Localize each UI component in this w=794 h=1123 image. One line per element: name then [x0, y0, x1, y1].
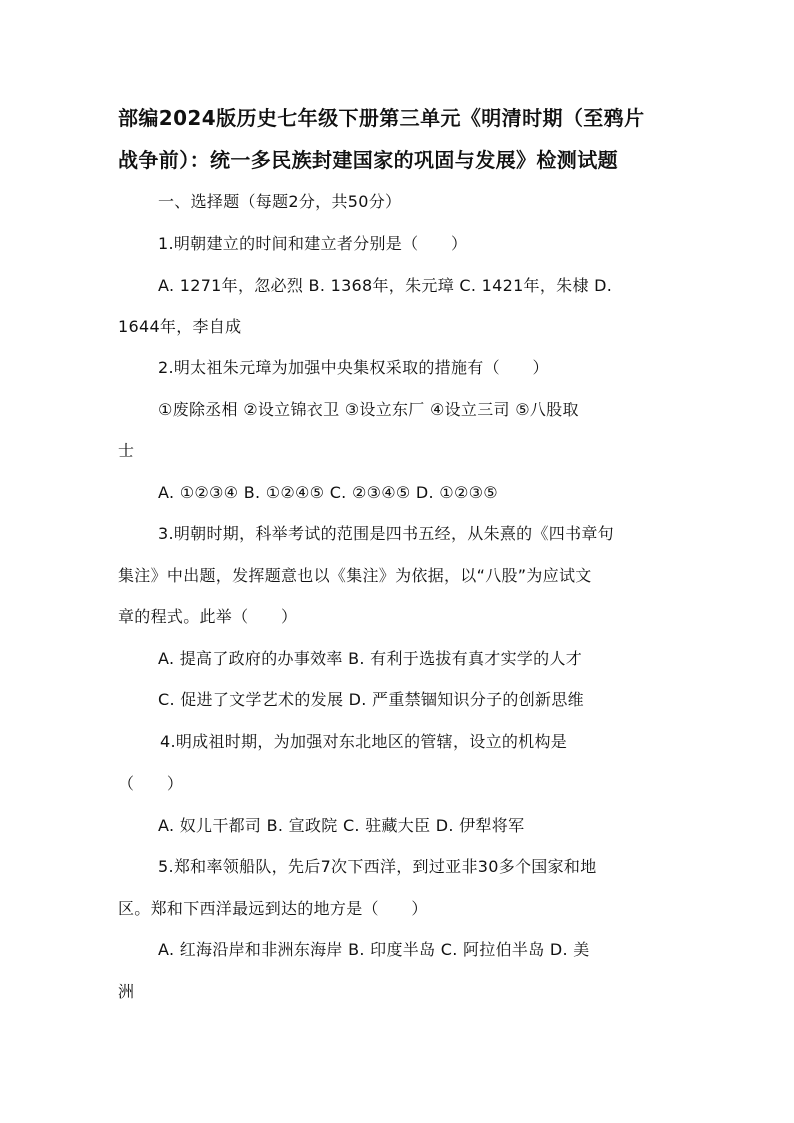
question-4-options: A. 奴儿干都司 B. 宣政院 C. 驻藏大臣 D. 伊犁将军 [158, 816, 525, 835]
document-title-line-1: 部编2024版历史七年级下册第三单元《明清时期（至鸦片 [118, 106, 645, 130]
question-2-items: ①废除丞相 ②设立锦衣卫 ③设立东厂 ④设立三司 ⑤八股取 [158, 400, 579, 419]
question-5-options-cont: 洲 [118, 982, 135, 1001]
section-heading: 一、选择题（每题2分，共50分） [158, 192, 402, 211]
question-2-options: A. ①②③④ B. ①②④⑤ C. ②③④⑤ D. ①②③⑤ [158, 483, 498, 502]
question-1-options-cont: 1644年，李自成 [118, 317, 242, 336]
question-5-stem-cont: 区。郑和下西洋最远到达的地方是（ ） [118, 899, 428, 918]
question-3-stem: 3.明朝时期，科举考试的范围是四书五经，从朱熹的《四书章句 [158, 524, 614, 543]
question-2-items-cont: 士 [118, 441, 135, 460]
question-5-stem: 5.郑和率领船队，先后7次下西洋，到过亚非30多个国家和地 [158, 857, 597, 876]
question-2-stem: 2.明太祖朱元璋为加强中央集权采取的措施有（ ） [158, 358, 549, 377]
question-4-stem-cont: （ ） [118, 774, 184, 793]
question-3-stem-cont-2: 章的程式。此举（ ） [118, 607, 298, 626]
question-5-options: A. 红海沿岸和非洲东海岸 B. 印度半岛 C. 阿拉伯半岛 D. 美 [158, 940, 590, 959]
question-4-stem: 4.明成祖时期，为加强对东北地区的管辖，设立的机构是 [160, 732, 568, 751]
question-1-options: A. 1271年，忽必烈 B. 1368年，朱元璋 C. 1421年，朱棣 D. [158, 276, 613, 295]
question-3-options-ab: A. 提高了政府的办事效率 B. 有利于选拔有真才实学的人才 [158, 649, 583, 668]
document-title-line-2: 战争前）：统一多民族封建国家的巩固与发展》检测试题 [118, 148, 618, 172]
question-3-stem-cont-1: 集注》中出题，发挥题意也以《集注》为依据，以“八股”为应试文 [118, 566, 592, 585]
question-1-stem: 1.明朝建立的时间和建立者分别是（ ） [158, 234, 468, 253]
question-3-options-cd: C. 促进了文学艺术的发展 D. 严重禁锢知识分子的创新思维 [158, 690, 584, 709]
